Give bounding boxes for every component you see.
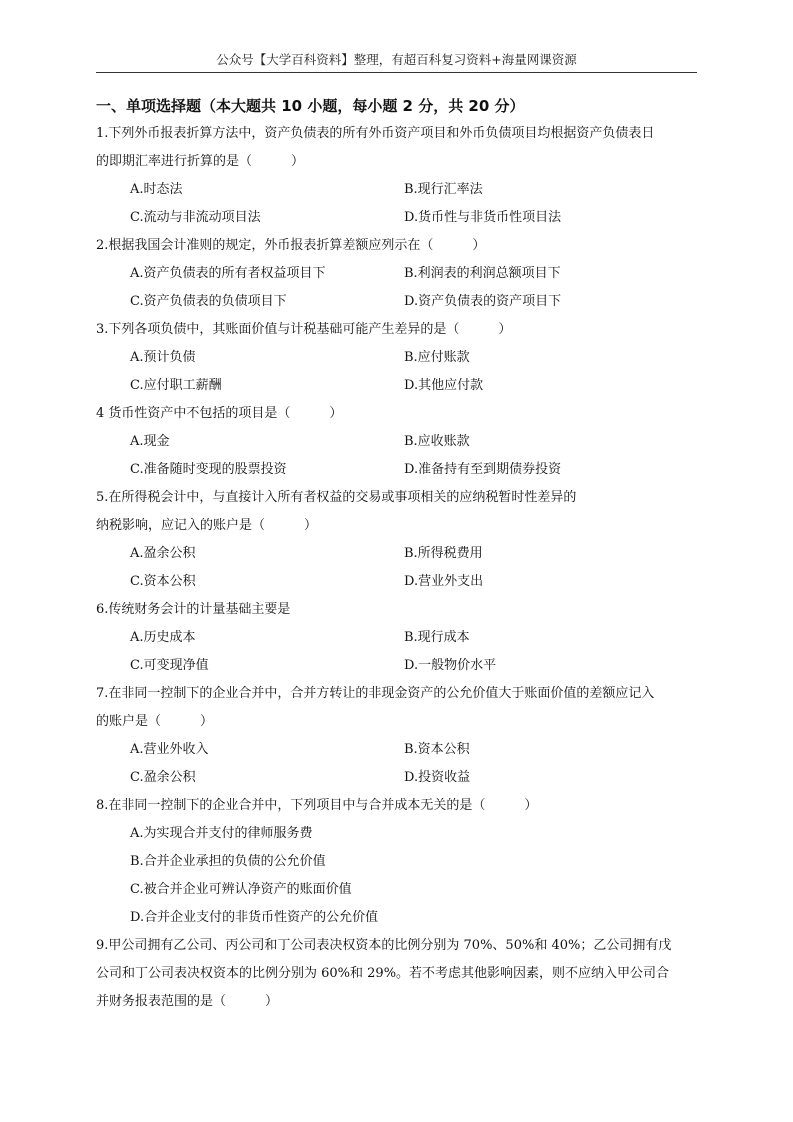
option-b: B.合并企业承担的负债的公允价值 [130, 854, 326, 869]
option-b: B.应付账款 [404, 350, 470, 365]
option-a: A.资产负债表的所有者权益项目下 [130, 266, 326, 281]
option-c: C.盈余公积 [130, 770, 196, 785]
question-text: 3.下列各项负债中，其账面价值与计税基础可能产生差异的是（ ） [96, 322, 512, 337]
option-b: B.利润表的利润总额项目下 [404, 266, 561, 281]
option-c: C.准备随时变现的股票投资 [130, 462, 287, 477]
question-text: 并财务报表范围的是（ ） [96, 994, 279, 1009]
question-4 [96, 400, 700, 484]
question-text: 1.下列外币报表折算方法中，资产负债表的所有外币资产项目和外币负债项目均根据资产负债表日 [96, 126, 655, 141]
option-d: D.一般物价水平 [404, 658, 497, 673]
question-text: 9.甲公司拥有乙公司、丙公司和丁公司表决权资本的比例分别为 70%、50%和 40%；乙公司拥有戊 [96, 938, 672, 953]
option-a: A.现金 [130, 434, 170, 449]
page-header: 公众号【大学百科资料】整理，有超百科复习资料+海量网课资源 [216, 52, 577, 67]
question-3 [96, 316, 700, 400]
question-text: 2.根据我国会计准则的规定，外币报表折算差额应列示在（ ） [96, 238, 486, 253]
option-c: C.流动与非流动项目法 [130, 210, 261, 225]
option-d: D.其他应付款 [404, 378, 484, 393]
option-b: B.应收账款 [404, 434, 470, 449]
option-b: B.所得税费用 [404, 546, 483, 561]
option-d: D.货币性与非货币性项目法 [404, 210, 562, 225]
question-text: 4 货币性资产中不包括的项目是（ ） [96, 406, 343, 421]
option-a: A.历史成本 [130, 630, 196, 645]
option-c: C.应付职工薪酬 [130, 378, 222, 393]
exam-content [96, 92, 700, 1016]
question-text: 7.在非同一控制下的企业合并中，合并方转让的非现金资产的公允价值大于账面价值的差额应记入 [96, 686, 655, 701]
option-a: A.时态法 [130, 182, 183, 197]
option-c: C.被合并企业可辨认净资产的账面价值 [130, 882, 352, 897]
option-b: B.现行汇率法 [404, 182, 483, 197]
option-b: B.现行成本 [404, 630, 470, 645]
option-a: A.营业外收入 [130, 742, 209, 757]
option-a: A.预计负债 [130, 350, 196, 365]
question-7 [96, 680, 700, 792]
option-d: D.合并企业支付的非货币性资产的公允价值 [130, 910, 379, 925]
option-c: C.资本公积 [130, 574, 196, 589]
option-c: C.资产负债表的负债项目下 [130, 294, 287, 309]
question-text: 5.在所得税会计中，与直接计入所有者权益的交易或事项相关的应纳税暂时性差异的 [96, 490, 577, 505]
question-1 [96, 120, 700, 232]
question-6 [96, 596, 700, 680]
option-c: C.可变现净值 [130, 658, 209, 673]
question-5 [96, 484, 700, 596]
section-title: 一、单项选择题（本大题共 10 小题，每小题 2 分，共 20 分） [96, 97, 525, 115]
question-text: 8.在非同一控制下的企业合并中，下列项目中与合并成本无关的是（ ） [96, 798, 538, 813]
question-text: 的即期汇率进行折算的是（ ） [96, 154, 305, 169]
option-a: A.盈余公积 [130, 546, 196, 561]
option-d: D.资产负债表的资产项目下 [404, 294, 562, 309]
header-divider [96, 72, 697, 73]
option-d: D.准备持有至到期债券投资 [404, 462, 562, 477]
option-a: A.为实现合并支付的律师服务费 [130, 826, 313, 841]
question-9 [96, 932, 700, 1016]
option-d: D.营业外支出 [404, 574, 484, 589]
question-text: 公司和丁公司表决权资本的比例分别为 60%和 29%。若不考虑其他影响因素，则不应纳入甲公司合 [96, 966, 670, 981]
option-d: D.投资收益 [404, 770, 471, 785]
question-8 [96, 792, 700, 932]
question-text: 纳税影响，应记入的账户是（ ） [96, 518, 318, 533]
question-text: 的账户是（ ） [96, 714, 214, 729]
option-b: B.资本公积 [404, 742, 470, 757]
question-text: 6.传统财务会计的计量基础主要是 [96, 602, 291, 617]
question-2 [96, 232, 700, 316]
